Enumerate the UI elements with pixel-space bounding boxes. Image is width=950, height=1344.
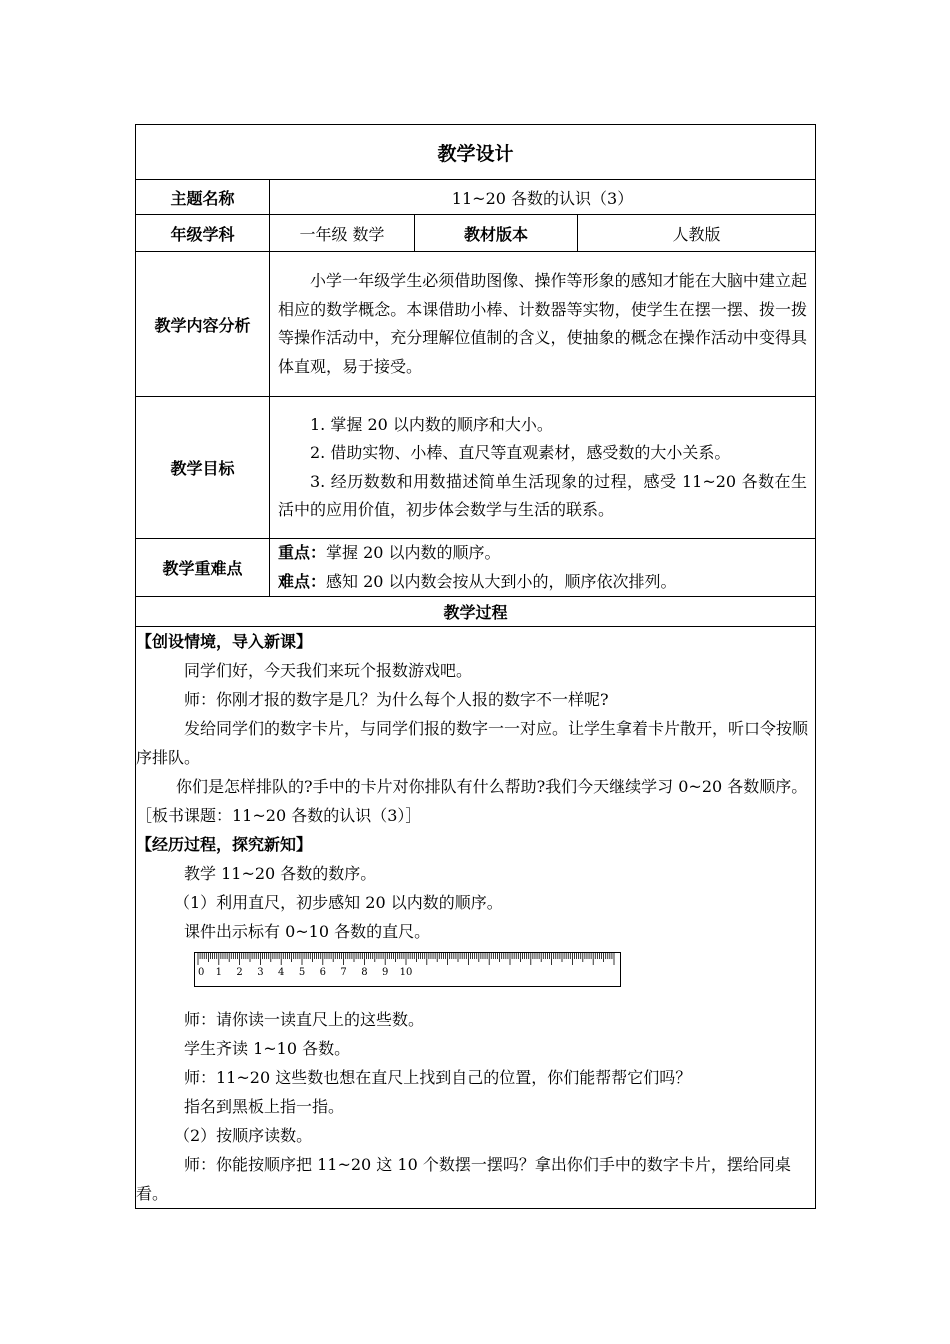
process-cell [136, 627, 816, 1209]
paragraph: 同学们好，今天我们来玩个报数游戏吧。 [184, 661, 473, 680]
content-row [136, 252, 816, 397]
content-text: 小学一年级学生必须借助图像、操作等形象的感知才能在大脑中建立起相应的数学概念。本课借助小棒、计数器等实物，使学生在摆一摆、拨一拨等操作活动中，充分理解位值制的含义，使抽象的概念在操作活动中变得具体直观，易于接受。 [278, 271, 808, 376]
ruler-label: 9 [382, 967, 389, 978]
edition-value: 人教版 [578, 215, 816, 252]
paragraph: 师：你能按顺序把 11~20 这 10 个数摆一摆吗？拿出你们手中的数字卡片，摆给同桌看。 [136, 1155, 791, 1203]
edition-label: 教材版本 [415, 215, 578, 252]
paragraph: （1）利用直尺，初步感知 20 以内数的顺序。 [174, 893, 503, 912]
keypoints-label: 教学重难点 [136, 539, 270, 597]
grade-row [136, 215, 816, 252]
title-row [136, 125, 816, 180]
ruler-label: 6 [319, 967, 326, 978]
ruler-label: 1 [215, 967, 222, 978]
goal-item: 3. 经历数数和用数描述简单生活现象的过程，感受 11~20 各数在生活中的应用价值，初步体会数学与生活的联系。 [278, 471, 808, 519]
hard-point [270, 568, 815, 597]
topic-label: 主题名称 [136, 180, 270, 215]
keypoints-cell [270, 539, 816, 597]
lesson-plan-table [135, 124, 816, 1209]
goals-label: 教学目标 [136, 397, 270, 539]
ruler-label: 2 [236, 967, 243, 978]
process-row [136, 627, 816, 1209]
paragraph: 师：请你读一读直尺上的这些数。 [184, 1010, 425, 1029]
grade-label: 年级学科 [136, 215, 270, 252]
key-point-label: 重点： [278, 543, 327, 562]
goals-cell [270, 397, 816, 539]
paragraph: 师：11~20 这些数也想在直尺上找到自己的位置，你们能帮帮它们吗？ [184, 1068, 692, 1087]
content-label: 教学内容分析 [136, 252, 270, 397]
ruler-label: 3 [257, 967, 264, 978]
ruler-label: 10 [399, 967, 413, 978]
paragraph: 课件出示标有 0~10 各数的直尺。 [184, 922, 431, 941]
paragraph: 指名到黑板上指一指。 [184, 1097, 345, 1116]
paragraph: 发给同学们的数字卡片，与同学们报的数字一一对应。让学生拿着卡片散开，听口令按顺序排队。 [136, 719, 809, 767]
topic-value: 11~20 各数的认识（3） [270, 180, 816, 215]
topic-row [136, 180, 816, 215]
goal-item: 1. 掌握 20 以内数的顺序和大小。 [310, 414, 553, 434]
goals-row [136, 397, 816, 539]
page-title: 教学设计 [136, 125, 816, 180]
ruler-label: 4 [278, 967, 285, 978]
process-title-row [136, 597, 816, 627]
hard-point-label: 难点： [278, 571, 327, 591]
content-cell [270, 252, 816, 397]
key-point [270, 539, 815, 568]
grade-value: 一年级 数学 [270, 215, 415, 252]
process-title: 教学过程 [136, 597, 816, 627]
lesson-plan-sheet [135, 124, 815, 1209]
ruler-image [194, 952, 622, 988]
goal-item: 2. 借助实物、小棒、直尺等直观素材，感受数的大小关系。 [310, 443, 731, 462]
paragraph: 师：你刚才报的数字是几？为什么每个人报的数字不一样呢? [184, 690, 609, 709]
ruler-label: 8 [361, 967, 368, 978]
section-heading: 【经历过程，探究新知】 [136, 835, 313, 854]
paragraph: 教学 11~20 各数的数序。 [184, 864, 377, 883]
ruler-figure [136, 946, 815, 1005]
paragraph: （2）按顺序读数。 [174, 1126, 313, 1145]
keypoints-row [136, 539, 816, 597]
hard-point-text: 感知 20 以内数会按从大到小的，顺序依次排列。 [326, 571, 677, 591]
key-point-text: 掌握 20 以内数的顺序。 [326, 543, 501, 562]
paragraph: 学生齐读 1~10 各数。 [184, 1039, 351, 1058]
paragraph: 你们是怎样排队的?手中的卡片对你排队有什么帮助?我们今天继续学习 0~20 各数顺序。［板书课题：11~20 各数的认识（3）］ [136, 777, 808, 825]
ruler-label: 0 [198, 967, 205, 978]
section-heading: 【创设情境，导入新课】 [136, 632, 313, 651]
ruler-label: 7 [340, 967, 347, 978]
ruler-label: 5 [298, 967, 306, 978]
